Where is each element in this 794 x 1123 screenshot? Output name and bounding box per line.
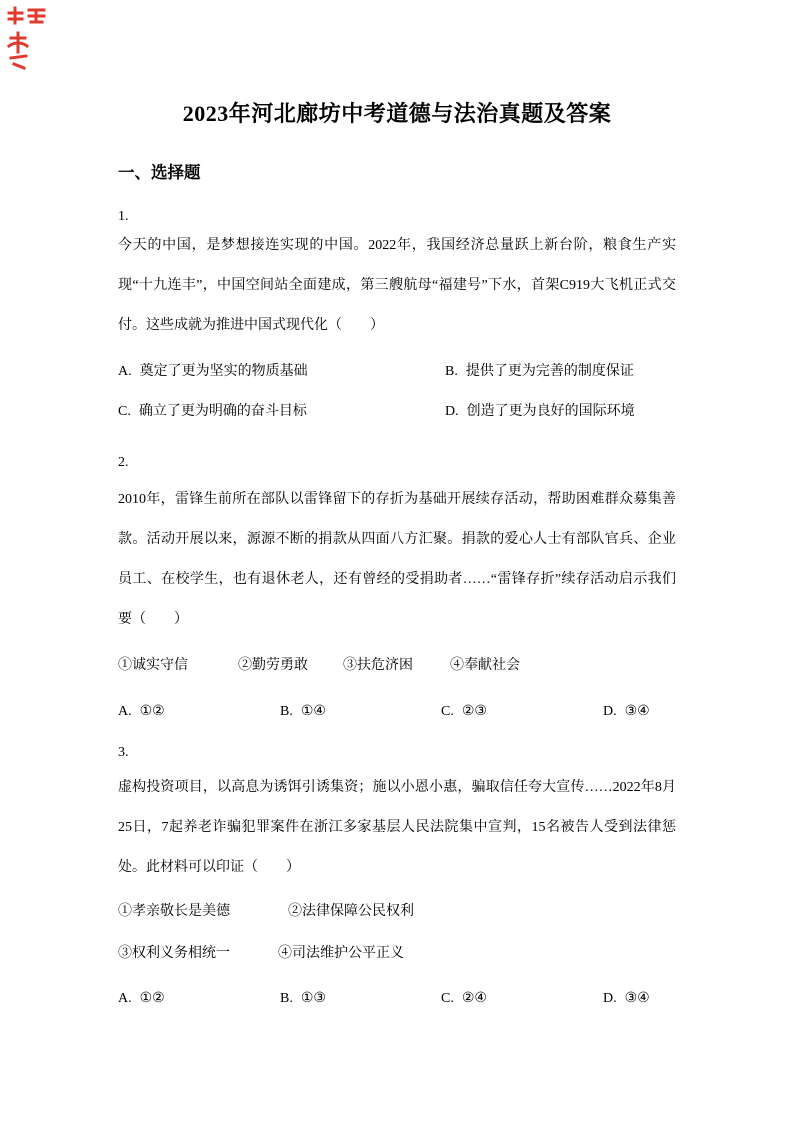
question-2-stem: 2010年，雷锋生前所在部队以雷锋留下的存折为基础开展续存活动，帮助困难群众募集善款。活动开展以来，源源不断的捐款从四面八方汇聚。捐款的爱心人士有部队官兵、企业员工、在校学生，也有退休老人，还有曾经的受捐助者……“雷锋存折”续存活动启示我们要（ ）: [118, 492, 676, 627]
question-3-stem: 虚构投资项目，以高息为诱饵引诱集资；施以小恩小惠，骗取信任夸大宣传……2022年8月25日，7起养老诈骗犯罪案件在浙江多家基层人民法院集中宣判，15名被告人受到法律惩处。此材料可以印证（ ）: [118, 780, 676, 875]
statement-2: ②法律保障公民权利: [288, 904, 414, 919]
option-letter: B.: [280, 991, 293, 1006]
statement-1: ①孝亲敬长是美德: [118, 904, 230, 919]
option-text: ①④: [300, 704, 326, 719]
question-1-stem: 今天的中国，是梦想接连实现的中国。2022年，我国经济总量跃上新台阶，粮食生产实现“十九连丰”，中国空间站全面建成，第三艘航母“福建号”下水，首架C919大飞机正式交付。这些成就为推进中国式现代化（ ）: [118, 238, 676, 333]
statement-3: ③扶危济困: [343, 658, 413, 673]
option-text: ①③: [300, 991, 326, 1006]
statement-4: ④司法维护公平正义: [278, 946, 404, 961]
question-3-option-b: [280, 988, 441, 1009]
question-3-statements-row-2: [118, 943, 676, 964]
question-3-statements-row-1: [118, 901, 676, 922]
option-text: 提供了更为完善的制度保证: [465, 364, 634, 379]
statement-4: ④奉献社会: [450, 658, 520, 673]
red-corner-stamp-icon: [6, 6, 48, 70]
question-2-number: 2.: [118, 455, 129, 470]
option-text: 奠定了更为坚实的物质基础: [139, 364, 308, 379]
option-letter: A.: [118, 704, 132, 719]
statement-1: ①诚实守信: [118, 658, 188, 673]
option-letter: B.: [445, 364, 458, 379]
option-text: 确立了更为明确的奋斗目标: [138, 404, 307, 419]
option-text: ③④: [624, 704, 650, 719]
option-letter: D.: [603, 704, 617, 719]
question-2-option-b: [280, 701, 441, 722]
question-1-option-b: [445, 352, 676, 392]
option-letter: B.: [280, 704, 293, 719]
question-1-option-d: [445, 392, 676, 432]
section-heading: 一、选择题: [118, 163, 201, 182]
question-1-option-a: [118, 352, 445, 392]
question-2-statements: [118, 655, 676, 676]
question-3-option-a: [118, 988, 280, 1009]
option-letter: A.: [118, 991, 132, 1006]
statement-2: ②勤劳勇敢: [238, 658, 308, 673]
option-text: ①②: [139, 991, 165, 1006]
option-letter: D.: [603, 991, 617, 1006]
question-3-number: 3.: [118, 745, 129, 760]
question-2-option-c: [441, 701, 603, 722]
statement-3: ③权利义务相统一: [118, 946, 230, 961]
question-3-option-d: [603, 988, 676, 1009]
option-text: ③④: [624, 991, 650, 1006]
option-text: 创造了更为良好的国际环境: [466, 404, 635, 419]
option-text: ②③: [461, 704, 487, 719]
question-3-options: [118, 988, 676, 1009]
question-1-option-c: [118, 392, 445, 432]
option-letter: C.: [118, 404, 131, 419]
question-2-options: [118, 701, 676, 722]
option-letter: C.: [441, 991, 454, 1006]
question-2-option-d: [603, 701, 676, 722]
option-letter: A.: [118, 364, 132, 379]
option-text: ②④: [461, 991, 487, 1006]
option-letter: C.: [441, 704, 454, 719]
question-1-number: 1.: [118, 209, 129, 224]
option-letter: D.: [445, 404, 459, 419]
question-3-option-c: [441, 988, 603, 1009]
option-text: ①②: [139, 704, 165, 719]
question-2-option-a: [118, 701, 280, 722]
page-title: 2023年河北廊坊中考道德与法治真题及答案: [182, 101, 612, 126]
question-1-options: [118, 352, 676, 432]
